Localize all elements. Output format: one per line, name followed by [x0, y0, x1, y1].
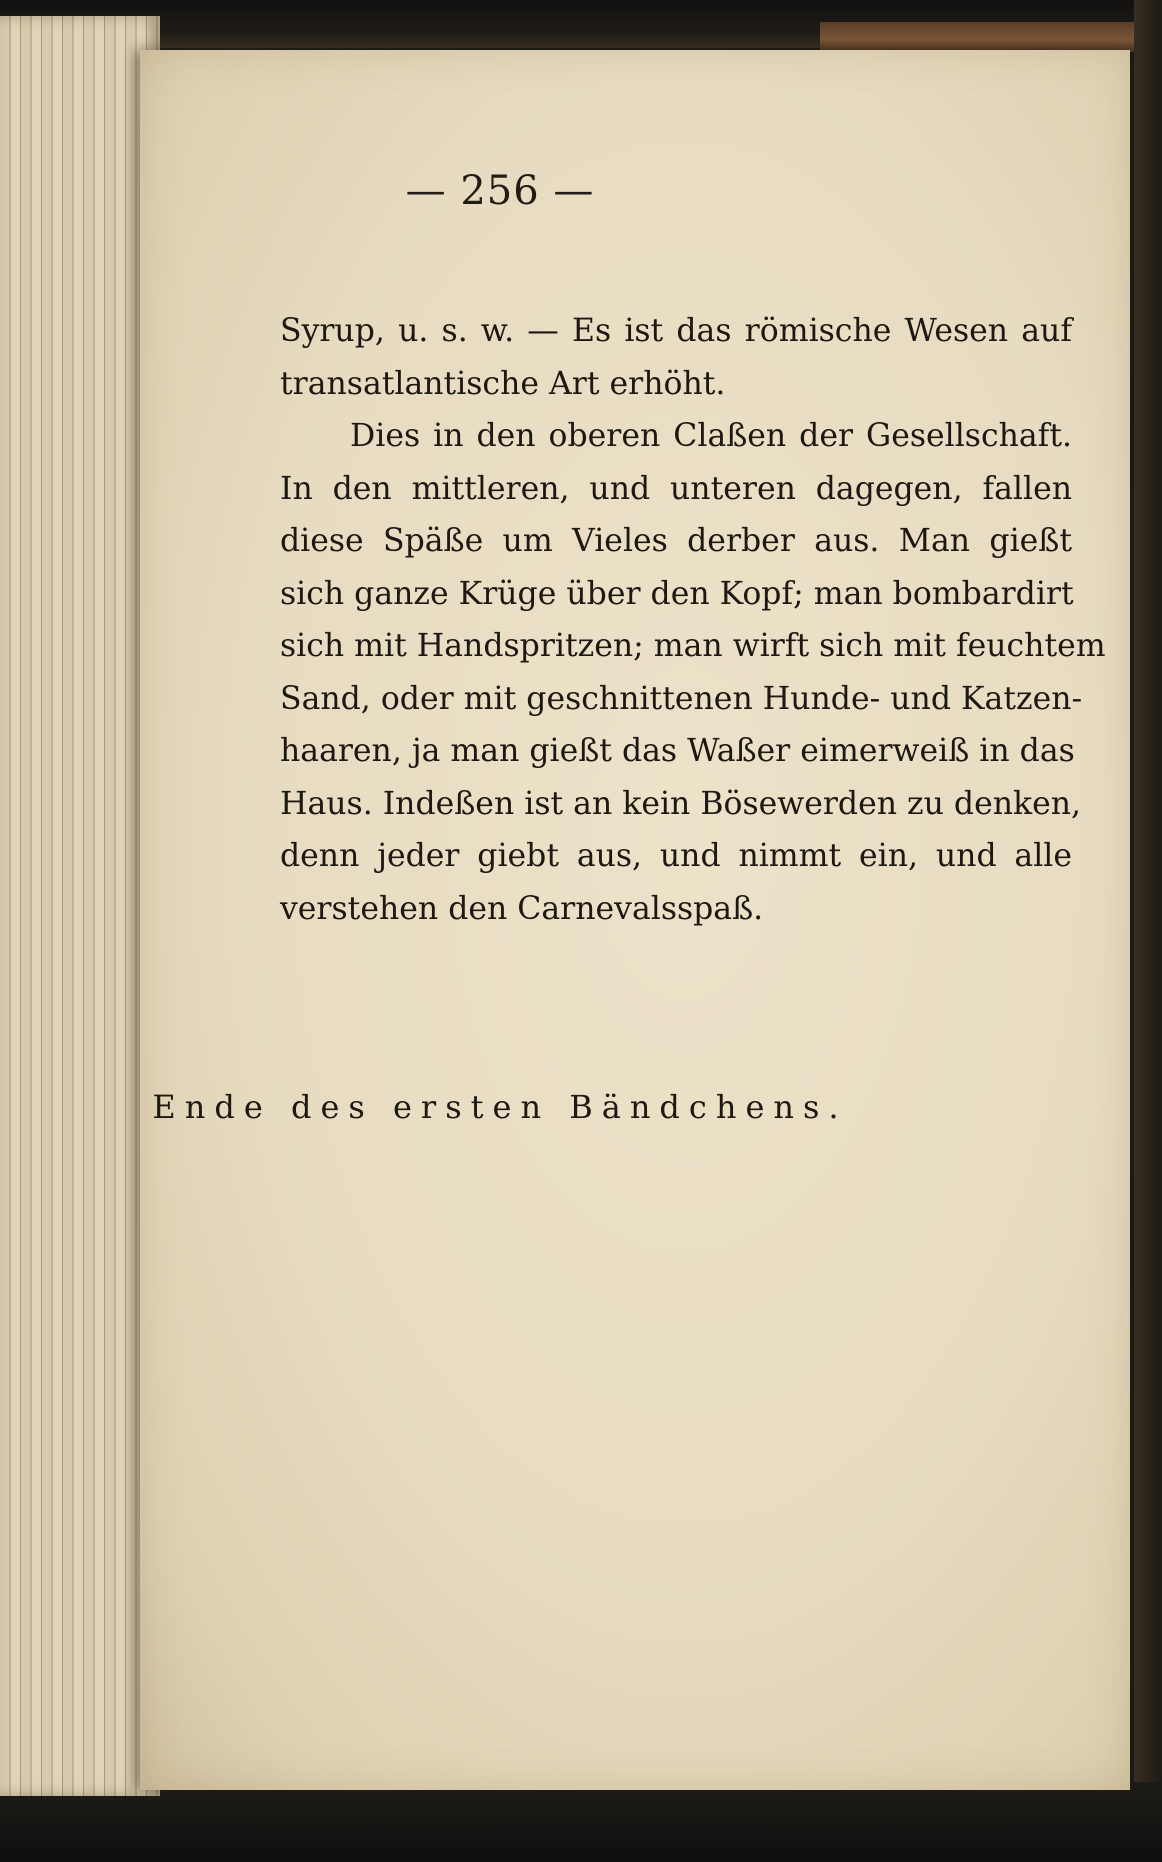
- text-line: verstehen den Carnevalsspaß.: [280, 890, 764, 927]
- text-line: Sand, oder mit geschnittenen Hunde- und Katzen-: [280, 680, 1083, 717]
- text-line: haaren, ja man gießt das Waßer eimerweiß in das: [280, 733, 1075, 769]
- book-binding-right: [1134, 0, 1162, 1862]
- text-line: sich ganze Krüge über den Kopf; man bombardirt: [280, 575, 1074, 612]
- leather-cover-edge: [820, 22, 1162, 52]
- text-line: diese Späße um Vieles derber aus. Man gießt: [280, 523, 1072, 559]
- text-line: Syrup, u. s. w. — Es ist das römische Wesen auf: [280, 313, 1072, 349]
- text-line: denn jeder giebt aus, und nimmt ein, und alle: [280, 838, 1072, 874]
- page-body-text: [280, 305, 1106, 935]
- paragraph-2: [280, 410, 1106, 935]
- page-number: — 256 —: [405, 168, 595, 214]
- text-line: sich mit Handspritzen; man wirft sich mit feuchtem: [280, 628, 1106, 664]
- book-binding-bottom: [0, 1782, 1162, 1862]
- text-line: Haus. Indeßen ist an kein Bösewerden zu denken,: [280, 785, 1082, 822]
- text-line: Dies in den oberen Claßen der Gesellschaft.: [350, 418, 1072, 454]
- stacked-page-edges: [0, 16, 160, 1796]
- volume-end-note: Ende des ersten Bändchens.: [152, 1088, 848, 1126]
- text-line: In den mittleren, und unteren dagegen, fallen: [280, 470, 1072, 507]
- paragraph-1: [280, 305, 1072, 410]
- text-line: transatlantische Art erhöht.: [280, 365, 726, 402]
